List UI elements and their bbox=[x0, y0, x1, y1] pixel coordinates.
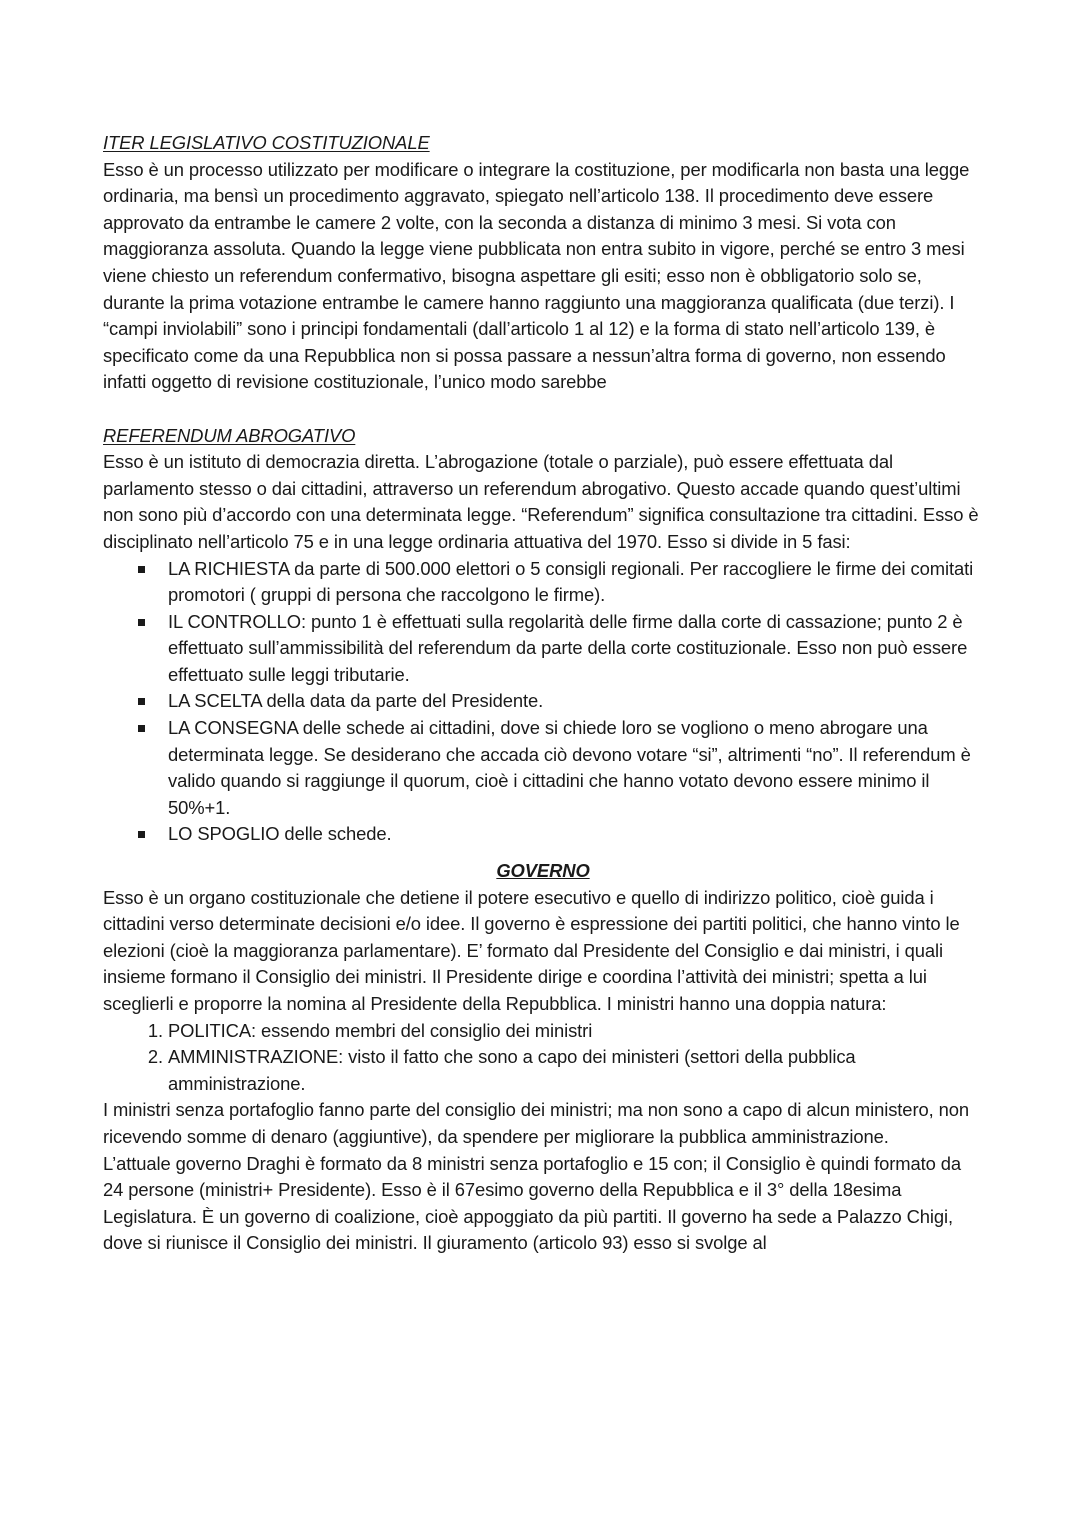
list-item: LA CONSEGNA delle schede ai cittadini, dove si chiede loro se vogliono o meno abrogare una determinata legge. Se desiderano che accada ciò devono votare “si”, altrimenti “no”. Il referendum è valido quando si raggiunge il quorum, cioè i cittadini che hanno votato devono essere minimo il 50%+1. bbox=[168, 715, 983, 821]
list-item: 2. AMMINISTRAZIONE: visto il fatto che sono a capo dei ministeri (settori della pubblica amministrazione. bbox=[168, 1044, 983, 1097]
referendum-phases-list bbox=[103, 556, 983, 849]
section-title-governo: GOVERNO bbox=[496, 860, 590, 882]
section-title-iter: ITER LEGISLATIVO COSTITUZIONALE bbox=[103, 132, 430, 153]
paragraph-referendum: Esso è un istituto di democrazia diretta. L’abrogazione (totale o parziale), può essere effettuata dal parlamento stesso o dai cittadini, attraverso un referendum abrogativo. Questo accade quando quest’ultimi non sono più d’accordo con una determinata legge. “Referendum” significa consultazione tra cittadini. Esso è disciplinato nell’articolo 75 e in una legge ordinaria attuativa del 1970. Esso si divide in 5 fasi: bbox=[103, 451, 979, 552]
section-title-referendum: REFERENDUM ABROGATIVO bbox=[103, 424, 356, 446]
document-content bbox=[103, 130, 983, 1257]
paragraph-governo-draghi: L’attuale governo Draghi è formato da 8 ministri senza portafoglio e 15 con; il Consiglio è quindi formato da 24 persone (ministri+ Presidente). Esso è il 67esimo governo della Repubblica e il 3° della 18esima Legislatura. È un governo di coalizione, cioè appoggiato da più partiti. Il governo ha sede a Palazzo Chigi, dove si riunisce il Consiglio dei ministri. Il giuramento (articolo 93) esso si svolge al bbox=[103, 1152, 962, 1254]
paragraph-ministri-senza-portafoglio: I ministri senza portafoglio fanno parte del consiglio dei ministri; ma non sono a capo di alcun ministero, non ricevendo somme di denaro (aggiuntive), da spendere per migliorare la pubblica amministrazione. bbox=[103, 1099, 969, 1147]
list-item: LO SPOGLIO delle schede. bbox=[168, 821, 983, 848]
list-item: IL CONTROLLO: punto 1 è effettuati sulla regolarità delle firme dalla corte di cassazione; punto 2 è effettuato sull’ammissibilità del referendum da parte della corte costituzionale. Esso non può essere effettuato sulle leggi tributarie. bbox=[168, 609, 983, 689]
list-item: LA RICHIESTA da parte di 500.000 elettori o 5 consigli regionali. Per raccogliere le firme dei comitati promotori ( gruppi di persona che raccolgono le firme). bbox=[168, 556, 983, 609]
paragraph-governo: Esso è un organo costituzionale che detiene il potere esecutivo e quello di indirizzo politico, cioè guida i cittadini verso determinate decisioni e/o idee. Il governo è espressione dei partiti politici, che hanno vinto le elezioni (cioè la maggioranza parlamentare). E’ formato dal Presidente del Consiglio e dai ministri, i quali insieme formano il Consiglio dei ministri. Il Presidente dirige e coordina l’attività dei ministri; spetta a lui sceglierli e proporre la nomina al Presidente della Repubblica. I ministri hanno una doppia natura: bbox=[103, 886, 960, 1014]
list-item: 1. POLITICA: essendo membri del consiglio dei ministri bbox=[168, 1018, 983, 1045]
ministers-nature-list bbox=[103, 1018, 983, 1098]
list-item: LA SCELTA della data da parte del Presidente. bbox=[168, 688, 983, 715]
paragraph-iter: Esso è un processo utilizzato per modificare o integrare la costituzione, per modificarla non basta una legge ordinaria, ma bensì un procedimento aggravato, spiegato nell’articolo 138. Il procedimento deve essere approvato da entrambe le camere 2 volte, con la seconda a distanza di minimo 3 mesi. Si vota con maggioranza assoluta. Quando la legge viene pubblicata non entra subito in vigore, perché se entro 3 mesi viene chiesto un referendum confermativo, bisogna aspettare gli esiti; esso non è obbligatorio solo se, durante la prima votazione entrambe le camere hanno raggiunto una maggioranza qualificata (due terzi). I “campi inviolabili” sono i principi fondamentali (dall’articolo 1 al 12) e la forma di stato nell’articolo 139, è specificato come da una Repubblica non si possa passare a nessun’altra forma di governo, non essendo infatti oggetto di revisione costituzionale, l’unico modo sarebbe bbox=[103, 158, 970, 393]
